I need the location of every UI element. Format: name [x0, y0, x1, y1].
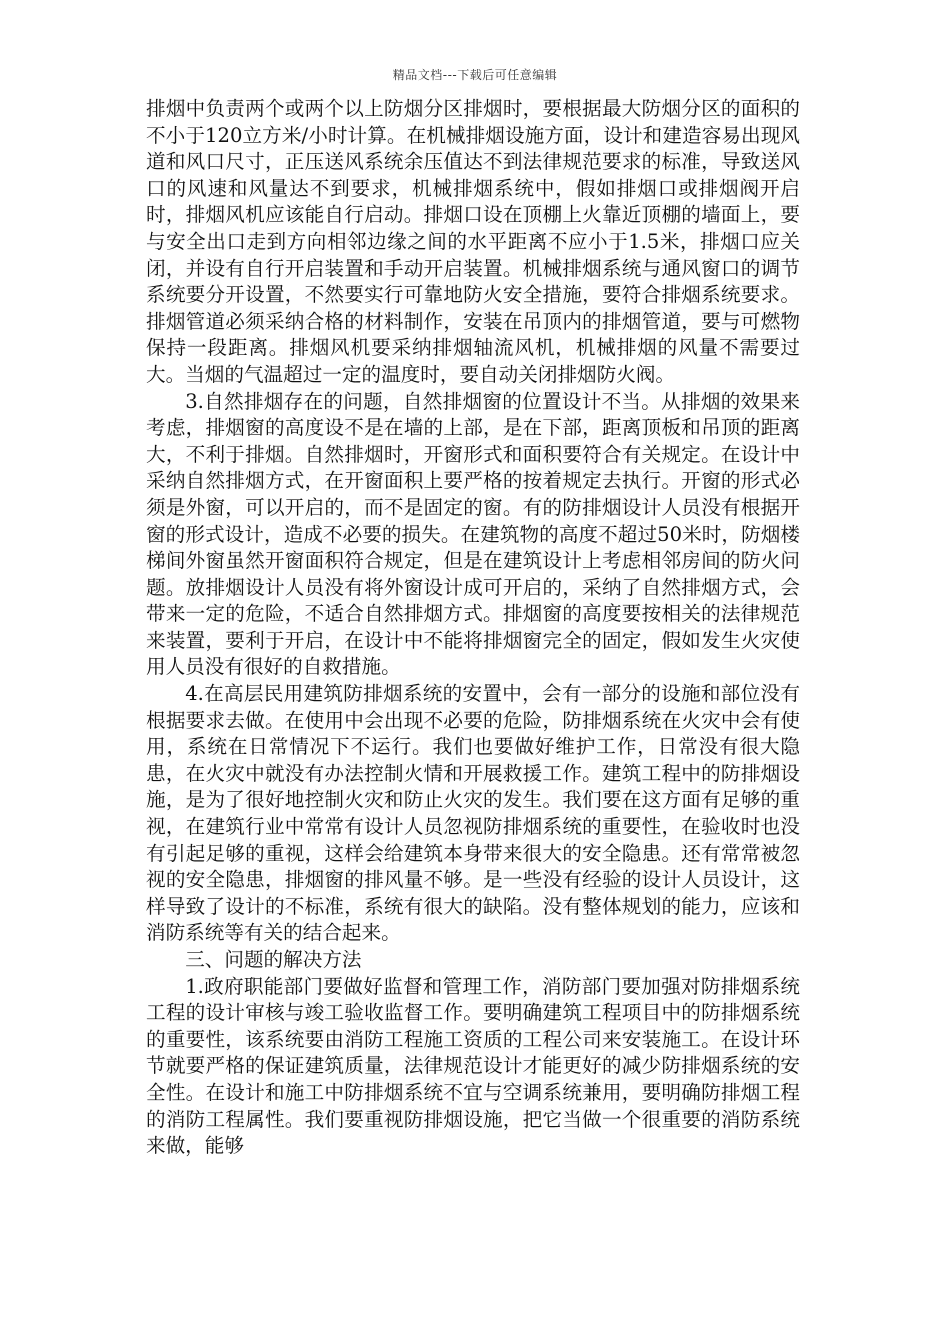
- document-body: [146, 96, 800, 1160]
- paragraph-natural-exhaust-issues: 3.自然排烟存在的问题，自然排烟窗的位置设计不当。从排烟的效果来考虑，排烟窗的高度设不是在墙的上部，是在下部，距离顶板和吊顶的距离大，不利于排烟。自然排烟时，开窗形式和面积要符合有关规定。在设计中采纳自然排烟方式，在开窗面积上要严格的按着规定去执行。开窗的形式必须是外窗，可以开启的，而不是固定的窗。有的防排烟设计人员没有根据开窗的形式设计，造成不必要的损失。在建筑物的高度不超过50米时，防烟楼梯间外窗虽然开窗面积符合规定，但是在建筑设计上考虑相邻房间的防火问题。放排烟设计人员没有将外窗设计成可开启的，采纳了自然排烟方式，会带来一定的危险，不适合自然排烟方式。排烟窗的高度要按相关的法律规范来装置，要利于开启，在设计中不能将排烟窗完全的固定，假如发生火灾使用人员没有很好的自救措施。: [146, 389, 800, 679]
- section-heading-solutions: 三、问题的解决方法: [185, 948, 362, 971]
- paragraph-government-supervision: 1.政府职能部门要做好监督和管理工作，消防部门要加强对防排烟系统工程的设计审核与竣工验收监督工作。要明确建筑工程项目中的防排烟系统的重要性，该系统要由消防工程施工资质的工程公司来安装施工。在设计环节就要严格的保证建筑质量，法律规范设计才能更好的减少防排烟系统的安全性。在设计和施工中防排烟系统不宜与空调系统兼用，要明确防排烟工程的消防工程属性。我们要重视防排烟设施，把它当做一个很重要的消防系统来做，能够: [146, 974, 800, 1158]
- paragraph-exhaust-mechanical: 排烟中负责两个或两个以上防烟分区排烟时，要根据最大防烟分区的面积的不小于120立方米/小时计算。在机械排烟设施方面，设计和建造容易出现风道和风口尺寸，正压送风系统余压值达不到法律规范要求的标准，导致送风口的风速和风量达不到要求，机械排烟系统中，假如排烟口或排烟阀开启时，排烟风机应该能自行启动。排烟口设在顶棚上火靠近顶棚的墙面上，要与安全出口走到方向相邻边缘之间的水平距离不应小于1.5米，排烟口应关闭，并设有自行开启装置和手动开启装置。机械排烟系统与通风窗口的调节系统要分开设置，不然要实行可靠地防火安全措施，要符合排烟系统要求。排烟管道必须采纳合格的材料制作，安装在吊顶内的排烟管道，要与可燃物保持一段距离。排烟风机要采纳排烟轴流风机，机械排烟的风量不需要过大。当烟的气温超过一定的温度时，要自动关闭排烟防火阀。: [146, 97, 800, 386]
- page-header-watermark: 精品文档---下载后可任意编辑: [392, 68, 558, 82]
- paragraph-installation-issues: 4.在高层民用建筑防排烟系统的安置中，会有一部分的设施和部位没有根据要求去做。在使用中会出现不必要的危险，防排烟系统在火灾中会有使用，系统在日常情况下不运行。我们也要做好维护工作，日常没有很大隐患，在火灾中就没有办法控制火情和开展救援工作。建筑工程中的防排烟设施，是为了很好地控制火灾和防止火灾的发生。我们要在这方面有足够的重视，在建筑行业中常常有设计人员忽视防排烟系统的重要性，在验收时也没有引起足够的重视，这样会给建筑本身带来很大的安全隐患。还有常常被忽视的安全隐患，排烟窗的排风量不够。是一些没有经验的设计人员设计，这样导致了设计的不标准，系统有很大的缺陷。没有整体规划的能力，应该和消防系统等有关的结合起来。: [146, 682, 800, 945]
